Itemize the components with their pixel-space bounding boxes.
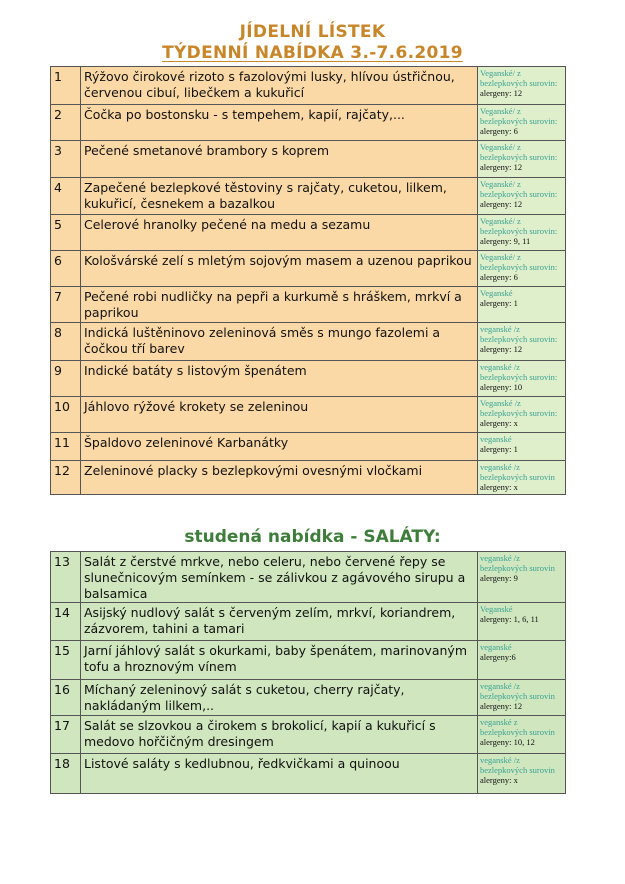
dish-info bbox=[478, 552, 566, 603]
menu-row bbox=[51, 215, 566, 251]
dish-name: Salát z čerstvé mrkve, nebo celeru, nebo červené řepy se slunečnicovým semínkem - se zálivkou z agávového sirupu a balsamica bbox=[81, 552, 478, 603]
dish-name: Zapečené bezlepkové těstoviny s rajčaty, cuketou, lilkem, kukuřicí, česnekem a bazalkou bbox=[81, 178, 478, 215]
diet-tag: Veganské/ z bezlepkových surovin: bbox=[480, 142, 558, 162]
diet-tag: Veganské/ z bezlepkových surovin: bbox=[480, 106, 558, 126]
menu-row bbox=[51, 397, 566, 433]
dish-name: Pečené robi nudličky na pepři a kurkumě s hráškem, mrkví a paprikou bbox=[81, 287, 478, 323]
dish-info bbox=[478, 67, 566, 105]
allergens-label: alergeny: 1, 6, 11 bbox=[480, 614, 539, 624]
dish-number: 11 bbox=[51, 433, 81, 461]
menu-row bbox=[51, 680, 566, 716]
allergens-label: alergeny: 9 bbox=[480, 573, 518, 583]
dish-info bbox=[478, 680, 566, 716]
dish-info bbox=[478, 433, 566, 461]
allergens-label: alergeny: 10, 12 bbox=[480, 737, 535, 747]
dish-info bbox=[478, 461, 566, 495]
diet-tag: Veganské bbox=[480, 288, 513, 298]
dish-name: Špaldovo zeleninové Karbanátky bbox=[81, 433, 478, 461]
dish-number: 3 bbox=[51, 141, 81, 178]
dish-info bbox=[478, 287, 566, 323]
dish-number: 8 bbox=[51, 323, 81, 361]
dish-number: 4 bbox=[51, 178, 81, 215]
dish-info bbox=[478, 141, 566, 178]
menu-row bbox=[51, 716, 566, 754]
dish-number: 2 bbox=[51, 105, 81, 141]
weekly-offer-subtitle: TÝDENNÍ NABÍDKA 3.-7.6.2019 bbox=[162, 43, 463, 63]
menu-row bbox=[51, 67, 566, 105]
diet-tag: Veganské /z bezlepkových surovin: bbox=[480, 398, 558, 418]
diet-tag: veganské /z bezlepkových surovin bbox=[480, 553, 555, 573]
dish-number: 15 bbox=[51, 641, 81, 680]
diet-tag: veganské /z bezlepkových surovin: bbox=[480, 324, 558, 344]
salad-menu-table bbox=[50, 551, 566, 794]
allergens-label: alergeny: 12 bbox=[480, 88, 523, 98]
menu-row bbox=[51, 754, 566, 794]
dish-number: 1 bbox=[51, 67, 81, 105]
dish-name: Indické batáty s listovým špenátem bbox=[81, 361, 478, 397]
dish-number: 18 bbox=[51, 754, 81, 794]
dish-info bbox=[478, 251, 566, 287]
menu-row bbox=[51, 461, 566, 495]
dish-name: Indická luštěninovo zeleninová směs s mungo fazolemi a čočkou tří barev bbox=[81, 323, 478, 361]
dish-number: 12 bbox=[51, 461, 81, 495]
dish-name: Čočka po bostonsku - s tempehem, kapií, rajčaty,... bbox=[81, 105, 478, 141]
diet-tag: Veganské/ z bezlepkových surovin: bbox=[480, 216, 558, 236]
allergens-label: alergeny: 12 bbox=[480, 344, 523, 354]
menu-row bbox=[51, 323, 566, 361]
dish-name: Jarní jáhlový salát s okurkami, baby špenátem, marinovaným tofu a hroznovým vínem bbox=[81, 641, 478, 680]
dish-name: Míchaný zeleninový salát s cuketou, cherry rajčaty, nakládaným lilkem,.. bbox=[81, 680, 478, 716]
diet-tag: veganské /z bezlepkových surovin bbox=[480, 681, 555, 701]
menu-row bbox=[51, 287, 566, 323]
diet-tag: veganské bbox=[480, 642, 512, 652]
diet-tag: Veganské/ z bezlepkových surovin: bbox=[480, 252, 558, 272]
diet-tag: veganské /z bezlepkových surovin bbox=[480, 755, 555, 775]
dish-number: 16 bbox=[51, 680, 81, 716]
dish-number: 13 bbox=[51, 552, 81, 603]
menu-row bbox=[51, 603, 566, 641]
dish-info bbox=[478, 323, 566, 361]
dish-name: Rýžovo čirokové rizoto s fazolovými lusky, hlívou ústřičnou, červenou cibuí, libečkem a kukuřicí bbox=[81, 67, 478, 105]
allergens-label: alergeny: 1 bbox=[480, 298, 518, 308]
menu-row bbox=[51, 105, 566, 141]
dish-name: Salát se slzovkou a čirokem s brokolicí, kapií a kukuřicí s medovo hořčičným dresingem bbox=[81, 716, 478, 754]
allergens-label: alergeny: x bbox=[480, 482, 518, 492]
menu-row bbox=[51, 433, 566, 461]
menu-row bbox=[51, 361, 566, 397]
allergens-label: alergeny: x bbox=[480, 775, 518, 785]
dish-name: Listové saláty s kedlubnou, ředkvičkami a quinoou bbox=[81, 754, 478, 794]
menu-title: JÍDELNÍ LÍSTEK bbox=[239, 22, 386, 42]
allergens-label: alergeny: 9, 11 bbox=[480, 236, 531, 246]
dish-number: 10 bbox=[51, 397, 81, 433]
dish-name: Kološvárské zelí s mletým sojovým masem a uzenou paprikou bbox=[81, 251, 478, 287]
menu-row bbox=[51, 641, 566, 680]
diet-tag: veganské /z bezlepkových surovin bbox=[480, 462, 555, 482]
dish-number: 14 bbox=[51, 603, 81, 641]
dish-name: Asijský nudlový salát s červeným zelím, mrkví, koriandrem, zázvorem, tahini a tamari bbox=[81, 603, 478, 641]
dish-name: Celerové hranolky pečené na medu a sezamu bbox=[81, 215, 478, 251]
menu-row bbox=[51, 178, 566, 215]
allergens-label: alergeny: 12 bbox=[480, 701, 523, 711]
dish-info bbox=[478, 641, 566, 680]
dish-info bbox=[478, 603, 566, 641]
diet-tag: veganské z bezlepkových surovin bbox=[480, 717, 555, 737]
dish-info bbox=[478, 754, 566, 794]
diet-tag: Veganské/ z bezlepkových surovin: bbox=[480, 68, 558, 88]
dish-name: Zeleninové placky s bezlepkovými ovesnými vločkami bbox=[81, 461, 478, 495]
allergens-label: alergeny: 6 bbox=[480, 272, 518, 282]
diet-tag: veganské /z bezlepkových surovin: bbox=[480, 362, 558, 382]
allergens-label: alergeny: 1 bbox=[480, 444, 518, 454]
allergens-label: alergeny: x bbox=[480, 418, 518, 428]
dish-info bbox=[478, 397, 566, 433]
dish-number: 17 bbox=[51, 716, 81, 754]
dish-info bbox=[478, 361, 566, 397]
allergens-label: alergeny: 12 bbox=[480, 199, 523, 209]
allergens-label: alergeny: 12 bbox=[480, 162, 523, 172]
diet-tag: veganské bbox=[480, 434, 512, 444]
allergens-label: alergeny:6 bbox=[480, 652, 516, 662]
dish-number: 6 bbox=[51, 251, 81, 287]
allergens-label: alergeny: 6 bbox=[480, 126, 518, 136]
dish-info bbox=[478, 178, 566, 215]
menu-row bbox=[51, 251, 566, 287]
menu-row bbox=[51, 141, 566, 178]
menu-row bbox=[51, 552, 566, 603]
dish-number: 5 bbox=[51, 215, 81, 251]
dish-number: 9 bbox=[51, 361, 81, 397]
diet-tag: Veganské bbox=[480, 604, 513, 614]
diet-tag: Veganské/ z bezlepkových surovin: bbox=[480, 179, 558, 199]
dish-info bbox=[478, 105, 566, 141]
dish-info bbox=[478, 215, 566, 251]
dish-info bbox=[478, 716, 566, 754]
dish-name: Pečené smetanové brambory s koprem bbox=[81, 141, 478, 178]
dish-number: 7 bbox=[51, 287, 81, 323]
dish-name: Jáhlovo rýžové krokety se zeleninou bbox=[81, 397, 478, 433]
hot-menu-table bbox=[50, 66, 566, 495]
cold-menu-title: studená nabídka - SALÁTY: bbox=[184, 527, 441, 547]
allergens-label: alergeny: 10 bbox=[480, 382, 523, 392]
